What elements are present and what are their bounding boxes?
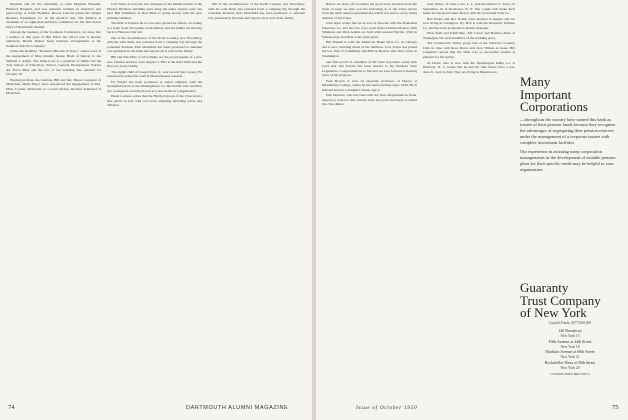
left-page (0, 0, 312, 420)
paragraph: John Dyer writes that he is now in Newark with the Prudential Insurance Co. and has two boys, both future Dartmouth men. Walt Simmons and Dick Adams are both with General Electric, Walt in Schenectady and Dick at the Lynn plant. (322, 21, 417, 39)
ad-headline: Important (520, 86, 572, 102)
paragraph: Under the headline, "Romance Blooms in Trees," comes word of the engagement of Miss Rosalie Jeanne Bradt of Detroit to Joe William J. Ashby. The bride-to-be is a graduate of Smith and the Yale School of Education. Sexton, General Headquarters Yokota Air Force Base and the two of the wedding also planned for October 18. (6, 49, 101, 77)
paragraph: Hank Cozzens writes that the Hartford group of the Class held a fine picnic in July with over forty attending including wives and children. (107, 94, 202, 108)
paragraph: Before we leave off recording the good news received from the Class at large we give you the following as of the Class survey from the tenth reunion questionnaire which was sent to every living member of the Class. (322, 2, 417, 20)
paragraph: The eighth child of Joseph Paul, Jr., was born in New Jersey. Ed Gleason has joined the staff at Massachusetts General. (107, 69, 202, 79)
column-1 (6, 2, 101, 400)
paragraph: The Connecticut Valley group met at the Westover Country Club in June with Ross Morse and Jack Tibbets as hosts. Bill Carpenter reports that the affair was so successful another is planned for the spring. (423, 41, 515, 60)
paragraph: Our first record of a member of the Class in politics comes with word that Jim Forrest has been elected to the Vermont State Legislature. Congratulations to Jim and we look forward to hearing more of his progress. (322, 59, 417, 78)
pension-ad (520, 76, 620, 173)
paragraph: Bob Peters and Dot Trebbe were married in August and are now living in Lexington, Ky. Bob is with the Kentucky Utilities Co. and has been promoted to district manager. (423, 16, 515, 30)
ad-city: New York 20 (560, 365, 580, 370)
ad-headline: of New York (520, 305, 587, 320)
guaranty-trust-ad (520, 282, 620, 377)
column-3 (208, 2, 305, 400)
ad-address: Madison Avenue at 60th Street (545, 349, 595, 355)
page-number: 74 (8, 404, 15, 411)
paragraph: Carl Taylor is now the new manager of the Miami branch of the Plastics Division, handling sales along the entire eastern coast. We hear Bill Whitmore of Red Bank is going strong with his new printing business. (107, 2, 202, 20)
paragraph: Al Davis, who is now with the Worthington Pump Co. at Harrison, N. J., writes that he and his wife Marie have a son, Alan Jr., born in July. They are living in Maplewood. (423, 60, 515, 74)
ad-capital: Capital Funds, $377,000,000 (548, 320, 592, 325)
magazine-name: DARTMOUTH ALUMNI MAGAZINE (186, 405, 289, 411)
ad-city: New York 18 (560, 344, 580, 349)
column-2 (107, 2, 202, 400)
paragraph: Hal Hansen is with the American Brake Shoe Co. in Chicago and is now traveling much of the Midwest. Lew Taylor has joined the law firm of Cummings and Hale in Boston after three years in Washington. (322, 40, 417, 59)
ad-body: Our experience in assisting many corporation managements in the development of suitable pension plans for their specific needs may be helpful to your organization. (520, 149, 616, 172)
paragraph: Bill and Nan Hale of Glen Ridge are the proud parents of a new son, Thomas Andrew, born August 3. This is the third child and the first boy in the family. (107, 55, 202, 69)
paragraph: Hopkins and all the internship at John Hopkins Hospital, Hartford Hospital, and was assistant resident in obstetrics and gynecology at Johns Hopkins. Brown Lincoln joined the Wright Brothers Equipment Co. in the medical line. Jim Mottice is chairman of an eight-man publicity committee for the first Seven Days of Dartmouth Alumni. (6, 2, 101, 29)
paragraph: The firm of Dobson & Co. has also opened its offices, according to a letter from Sid Gaines. Paul Murray and his family are moving back to Hanover this fall. (107, 21, 202, 35)
ad-branches: LONDON PARIS BRUSSELS (550, 372, 590, 377)
paragraph: Jean Weber, of Glen Cove, L. I., married Robert C. Tracy on September 16 in Rochester, N. Y. The couple will make their home in Cleveland where Bob is with the Cleveland Trust Co. (423, 2, 515, 16)
ad-address: Fifth Avenue at 44th Street (548, 338, 592, 344)
column-4 (322, 2, 417, 400)
ad-headline: Many (520, 74, 551, 89)
paragraph: Dick Snell and Edith Mac, Jeff Carver and Barbara Allen of Waukegan, III. were members of the wedding party. (423, 31, 515, 40)
paragraph: Fred Bowen is now an associate professor of history at Middlebury College, where he has been teaching since 1946. He is married and has a daughter, Susan, age 3. (322, 78, 417, 92)
ad-body: —throughout the country have named this bank as trustee of their pension funds because they recognize the advantages of segregating their pension reserves under the management of a corporate trustee with complete investment facilities. (520, 116, 616, 146)
column-5 (423, 2, 515, 400)
ad-headline: Guaranty (520, 280, 569, 295)
paragraph: Harrington Ross, the Lemons, Bill and Jen, Tilson Carpenter of Metuchen, Mack Beyer, have announced the engagement of Mrs. Mary Coulter, Montclair, to a bond adviser, Richard Armstead of Montclair. (6, 77, 101, 96)
paragraph: Phil Sanborn, who has been with the State Department in Paris, expects to return to this country early next year and hopes to attend the class dinner. (322, 93, 417, 107)
paragraph: Out of the circumference of the North Country, Ace Woodbury, with his wife Ruth, has returned from a camping trip through the Canadian Rockies. Pete Mansfield has been promoted to assistant vice president in the bank and reports all is well in the family. (107, 35, 202, 54)
ad-city: New York 21 (560, 355, 580, 360)
ad-city: New York 15 (560, 334, 580, 339)
ad-headline: Trust Company (520, 292, 601, 308)
issue-label: Issue of October 1950 (356, 405, 418, 411)
ad-address: 140 Broadway (558, 327, 582, 333)
paragraph: Out of the circumference of the North Country, Ace Woodbury, with his wife Ruth, has returned from a camping trip through the Canadian Rockies. Pete Mansfield has been promoted to assistant vice president in the bank and reports all is well in the family. (208, 2, 305, 20)
paragraph: Among the business of the Southeast Conference, we share that a reunion of this years of Bill Fuller the school year is already underway. Bernie Rohrer hosts business arrangements at the Southern Electric Company. (6, 30, 101, 48)
ad-headline: Corporations (520, 99, 588, 114)
ad-address: Rockefeller Plaza at 50th Street (544, 359, 596, 365)
paragraph: Ed Wright has been promoted to senior engineer with the Springfield plant of the Westinghouse Co. He and his wife and their two youngsters recently moved to a new home in Longmeadow. (107, 79, 202, 93)
page-number: 75 (612, 404, 619, 411)
